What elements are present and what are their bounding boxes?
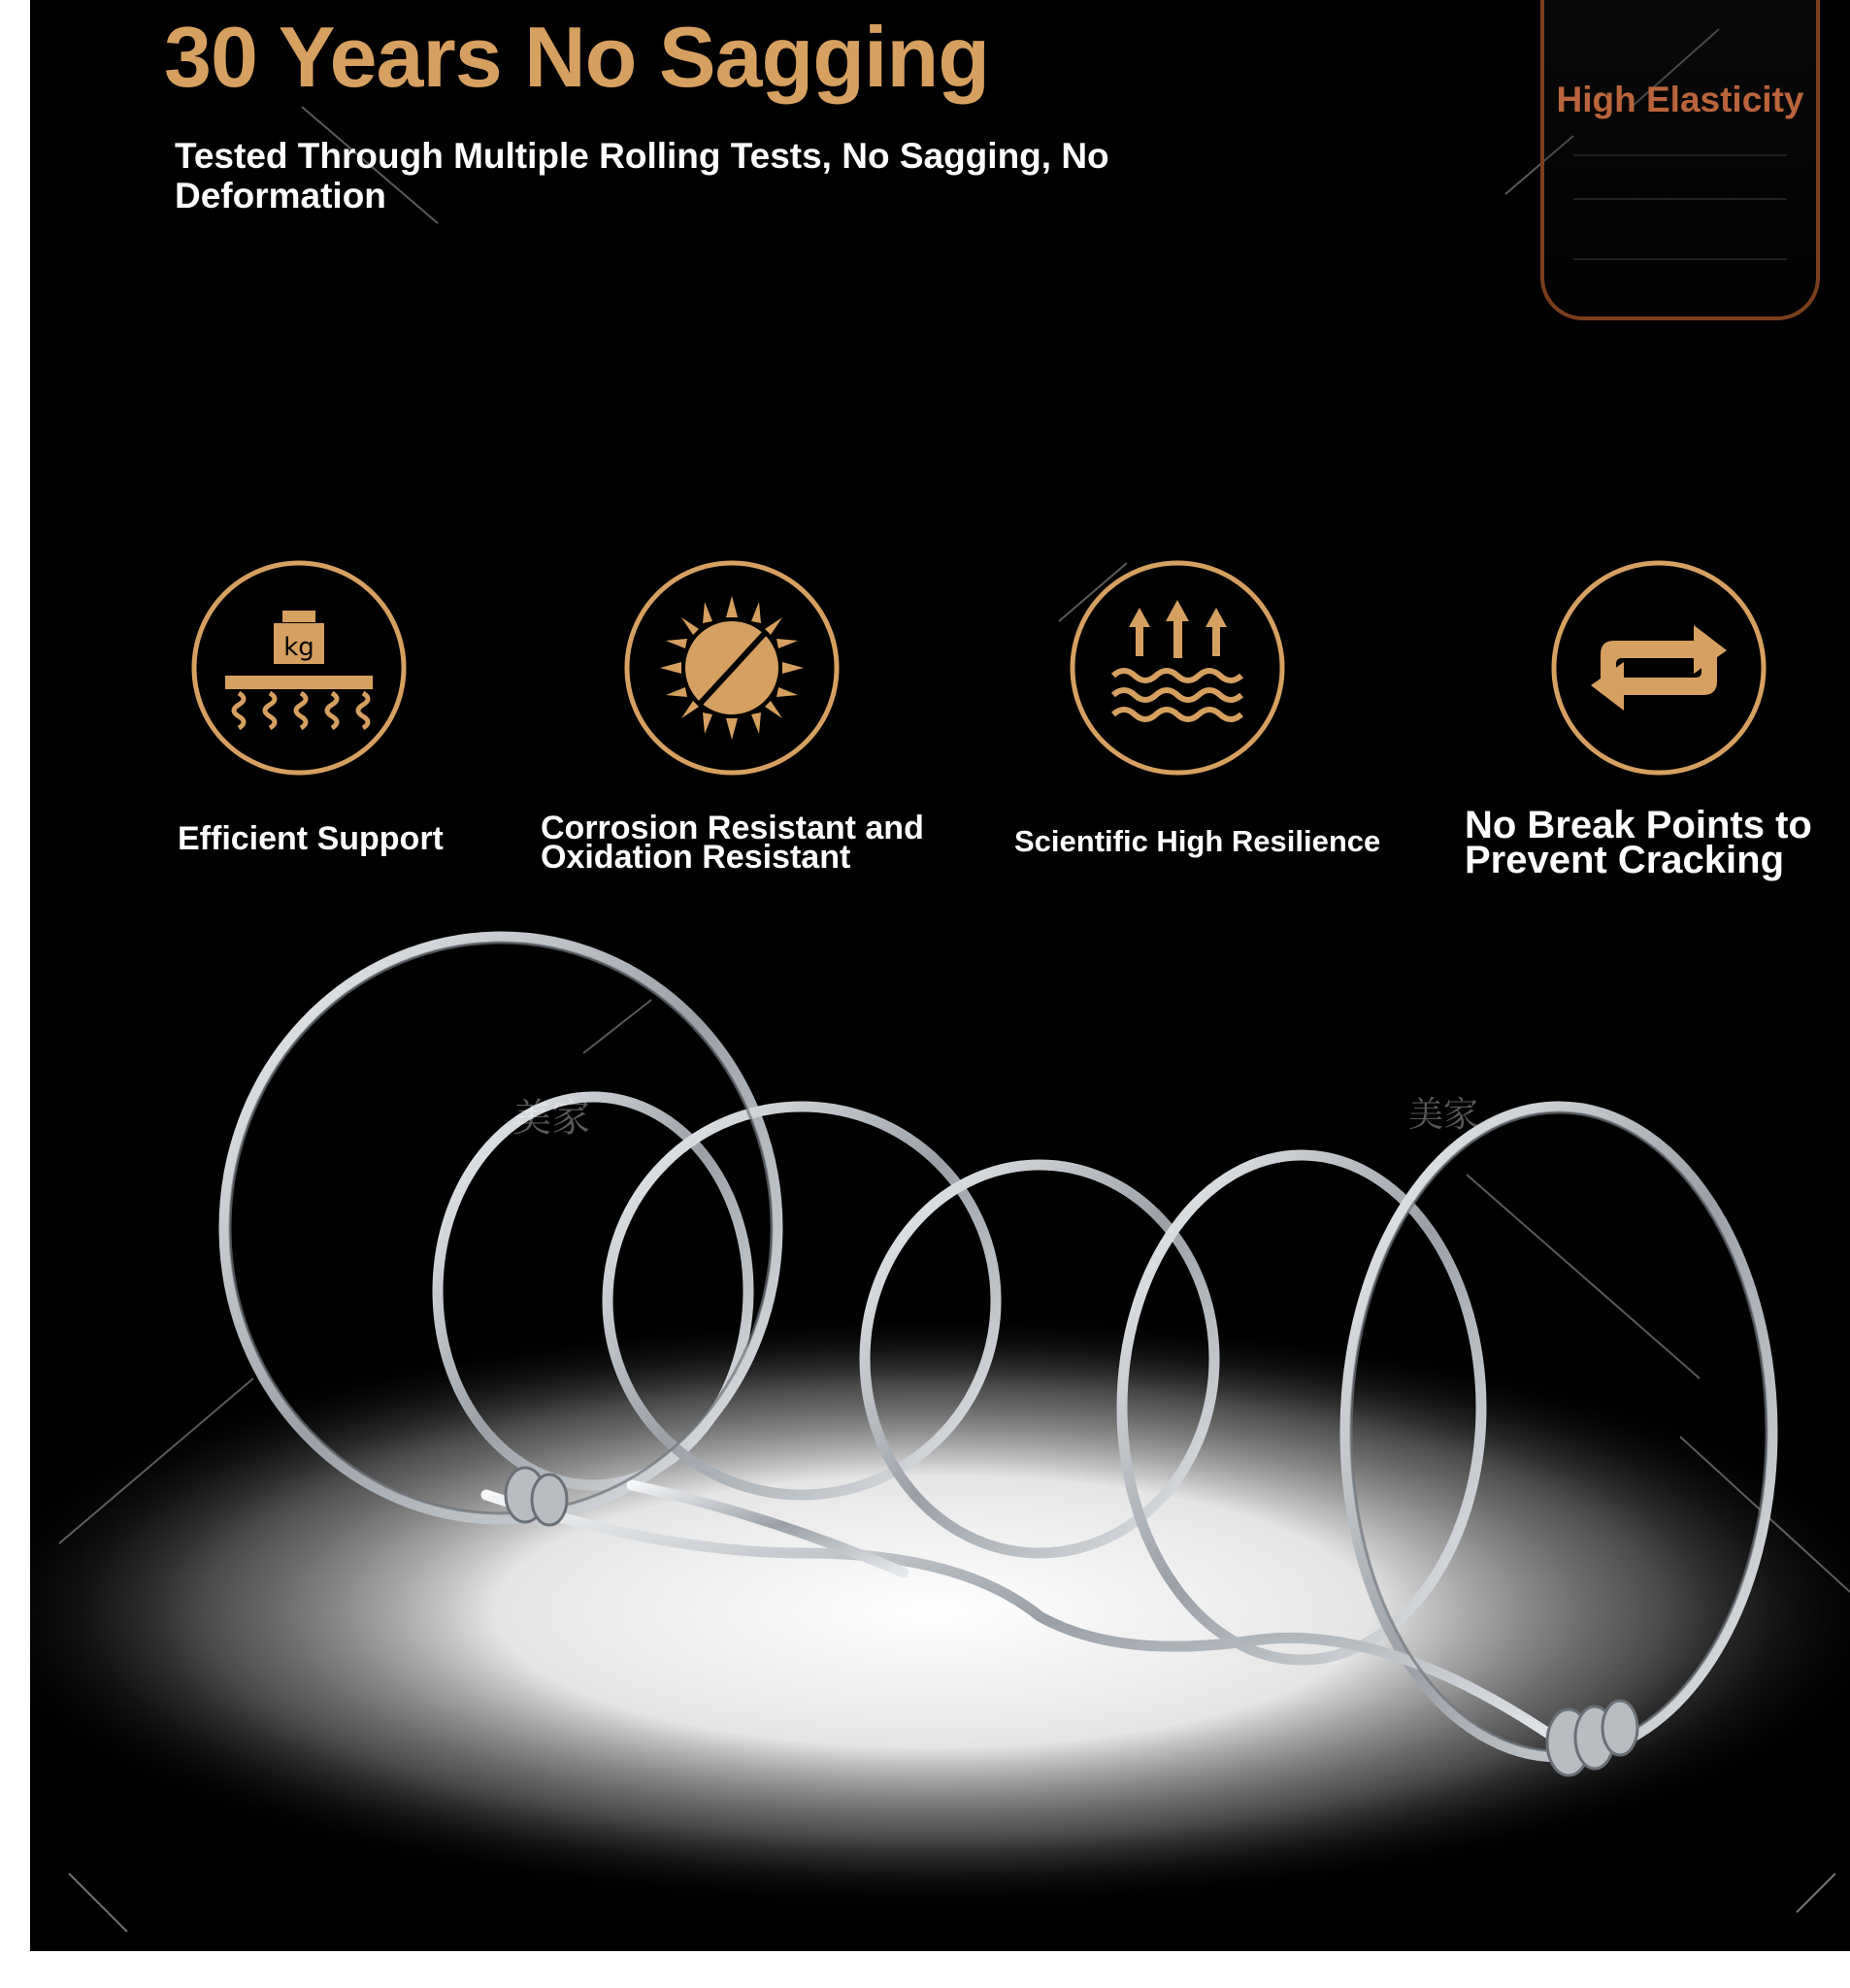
feature-label-no-break-points — [1465, 804, 1812, 881]
cycle-arrows-icon — [1548, 557, 1769, 779]
high-elasticity-badge — [1540, 0, 1820, 320]
feature-label-corrosion-resistant — [541, 810, 924, 876]
sun-crossed-icon — [621, 557, 842, 779]
feature-label-line: Oxidation Resistant — [541, 839, 851, 876]
feature-label-efficient-support: Efficient Support — [178, 820, 444, 857]
feature-label-line: Corrosion Resistant and — [541, 810, 924, 846]
badge-divider — [1573, 258, 1787, 260]
rising-arrows-waves-icon — [1067, 557, 1288, 779]
weight-unit-text: kg — [283, 633, 314, 662]
product-poster — [30, 0, 1850, 1951]
weight-support-icon — [188, 557, 410, 779]
feature-label-scientific-resilience: Scientific High Resilience — [1014, 824, 1381, 858]
badge-label: High Elasticity — [1556, 80, 1804, 119]
headline-title: 30 Years No Sagging — [164, 9, 989, 105]
badge-divider — [1573, 198, 1787, 200]
watermark-text: 美家 — [1408, 1095, 1479, 1135]
feature-label-line: No Break Points to — [1465, 804, 1812, 846]
feature-label-line: Prevent Cracking — [1465, 839, 1785, 881]
badge-divider — [1573, 154, 1787, 156]
watermark-text: 美家 — [512, 1096, 590, 1141]
headline-subtitle: Tested Through Multiple Rolling Tests, No Sagging, No Deformation — [175, 136, 1109, 215]
